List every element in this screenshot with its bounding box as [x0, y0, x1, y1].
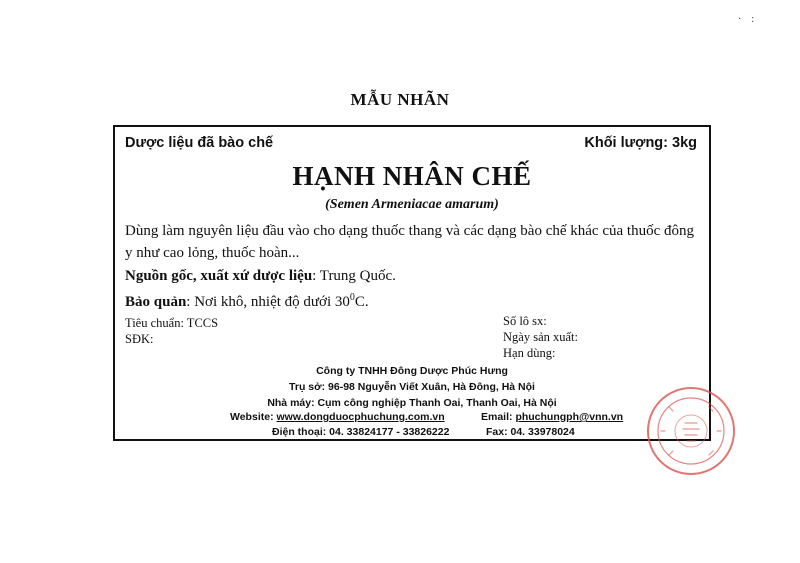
scan-marks: · :	[738, 14, 755, 25]
latin-name: (Semen Armeniacae amarum)	[325, 197, 499, 212]
storage-sup: 0	[349, 292, 355, 303]
label-box	[113, 125, 711, 441]
manufacture-date: Ngày sản xuất:	[503, 330, 578, 344]
origin-label: Nguồn gốc, xuất xứ dược liệu	[125, 268, 313, 284]
company-name: Công ty TNHH Đông Dược Phúc Hưng	[316, 365, 508, 377]
origin-info	[125, 268, 396, 285]
company-hq: Trụ sở: 96-98 Nguyễn Viết Xuân, Hà Đông, Hà Nội	[289, 381, 535, 393]
expiry-date: Hạn dùng:	[503, 346, 556, 360]
standard: Tiêu chuẩn: TCCS	[125, 316, 219, 330]
registration: SĐK:	[125, 332, 154, 346]
email-info	[481, 411, 623, 423]
lot-number: Số lô sx:	[503, 314, 547, 328]
description-line: Dùng làm nguyên liệu đầu vào cho dạng thuốc thang và các dạng bào chế khác của thuốc đông	[125, 223, 694, 239]
company-factory: Nhà máy: Cụm công nghiệp Thanh Oai, Thanh Oai, Hà Nội	[267, 397, 557, 409]
website-link[interactable]: www.dongduocphuchung.com.vn	[276, 411, 445, 423]
storage-info	[125, 292, 369, 311]
origin-value: : Trung Quốc.	[312, 268, 396, 284]
description	[125, 220, 705, 264]
email-link[interactable]: phuchungph@vnn.vn	[515, 411, 624, 423]
page-title: MẪU NHÃN	[350, 90, 450, 109]
product-name: HẠNH NHÂN CHẾ	[292, 161, 532, 191]
description-line: y như cao lỏng, thuốc hoàn...	[125, 245, 300, 261]
website-info	[230, 411, 445, 423]
website-label: Website:	[230, 411, 274, 423]
storage-label: Bảo quản	[125, 294, 187, 310]
product-type: Dược liệu đã bào chế	[125, 135, 274, 151]
product-weight: Khối lượng: 3kg	[584, 135, 697, 151]
company-seal-stamp	[645, 385, 737, 477]
storage-unit: C.	[354, 294, 369, 310]
fax: Fax: 04. 33978024	[486, 426, 575, 438]
phone: Điện thoại: 04. 33824177 - 33826222	[272, 426, 450, 438]
storage-value: : Nơi khô, nhiệt độ dưới 30	[186, 294, 350, 310]
email-label: Email:	[481, 411, 513, 423]
